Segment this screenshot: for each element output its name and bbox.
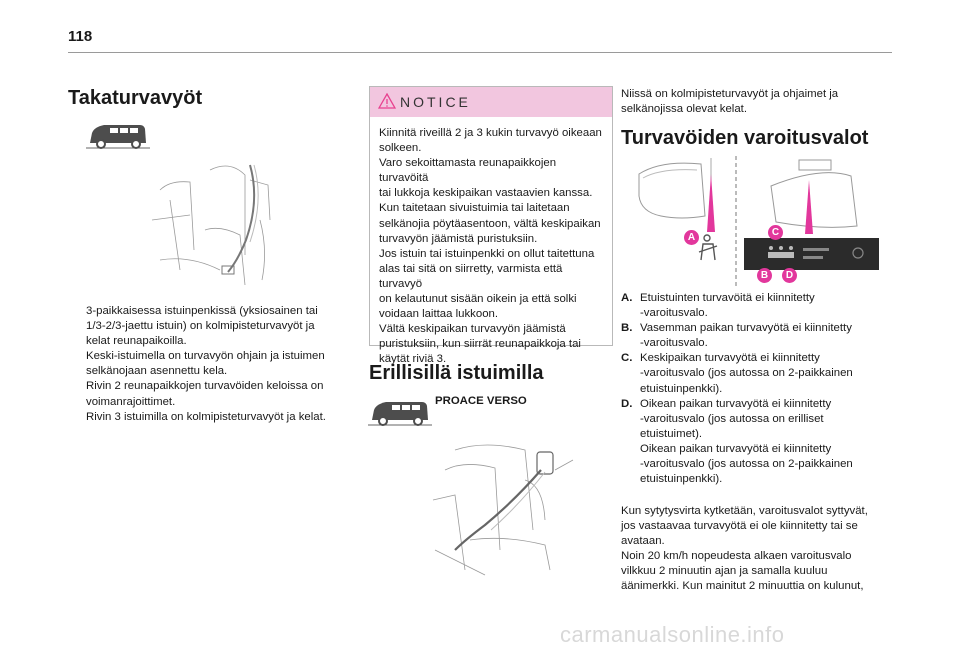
legend-line: etuistuimet).: [640, 427, 703, 440]
rear-seat-belt-illustration: [150, 160, 288, 295]
text-line: Rivin 2 reunapaikkojen turvavöiden keloissa on: [86, 380, 324, 393]
van-icon: [86, 117, 150, 151]
text-line: kelat reunapaikoilla.: [86, 335, 187, 348]
text-line: Noin 20 km/h nopeudesta alkaen varoitusvalo: [621, 550, 852, 563]
text-line: selkänojissa olevat kelat.: [621, 103, 747, 116]
callout-c: C: [768, 225, 783, 240]
right-intro: [621, 87, 891, 117]
legend-line: Vasemman paikan turvavyötä ei kiinnitetty: [640, 322, 852, 335]
legend-line: -varoitusvalo (jos autossa on 2-paikkainen: [640, 458, 853, 471]
notice-line: alas tai sitä on siirretty, varmista että turvavyö: [379, 262, 563, 290]
text-line: 3-paikkaisessa istuinpenkissä (yksiosainen tai: [86, 305, 318, 317]
section-title-warning-lights: Turvavöiden varoitusvalot: [621, 127, 869, 149]
notice-line: Jos istuin tai istuinpenkki on ollut taitettuna: [379, 247, 595, 260]
warning-lights-legend: [621, 291, 896, 487]
notice-line: käytät riviä 3.: [379, 353, 447, 366]
text-line: Kun sytytysvirta kytketään, varoitusvalot syttyvät,: [621, 505, 868, 517]
notice-title: NOTICE: [400, 94, 471, 110]
notice-line: Varo sekoittamasta reunapaikkojen turvavöitä: [379, 157, 557, 185]
text-line: Rivin 3 istuimilla on kolmipisteturvavyöt ja kelat.: [86, 410, 326, 423]
notice-line: tai lukkoja keskipaikan vastaavien kanssa.: [379, 187, 593, 200]
text-line: jos vastaavaa turvavyötä ei ole kiinnitetty tai se: [621, 520, 858, 533]
text-line: 1/3-2/3-jaettu istuin) on kolmipisteturvavyöt ja: [86, 320, 315, 333]
notice-line: voidaan laittaa lukkoon.: [379, 308, 499, 321]
legend-item-c: [621, 351, 896, 396]
header-rule: [68, 52, 892, 53]
text-line: voimanrajoittimet.: [86, 395, 176, 408]
legend-item-d: [621, 397, 896, 488]
text-line: Niissä on kolmipisteturvavyöt ja ohjaimet ja: [621, 88, 839, 100]
legend-line: etuistuinpenkki).: [640, 473, 723, 486]
notice-box: [369, 86, 613, 366]
section-title-rear-belts: Takaturvavyöt: [68, 87, 203, 109]
notice-line: Vältä keskipaikan turvavyön jäämistä: [379, 323, 566, 336]
legend-line: Oikean paikan turvavyötä ei kiinnitetty: [640, 442, 832, 455]
legend-line: -varoitusvalo (jos autossa on erilliset: [640, 412, 824, 425]
legend-line: -varoitusvalo.: [640, 337, 708, 350]
warning-lights-illustration: [621, 156, 883, 286]
text-line: avataan.: [621, 535, 665, 548]
callout-d: D: [782, 268, 797, 283]
notice-line: puristuksiin, kun siirrät reunapaikkoja tai: [379, 338, 581, 351]
van-icon: [368, 394, 432, 428]
legend-key: C.: [621, 352, 633, 365]
legend-key: D.: [621, 397, 633, 410]
notice-line: selkänojia pöytäasentoon, vältä keskipaikan: [379, 217, 601, 230]
legend-line: Keskipaikan turvavyötä ei kiinnitetty: [640, 352, 820, 365]
text-line: vilkkuu 2 minuutin ajan ja samalla kuuluu: [621, 565, 828, 578]
warning-icon: [378, 93, 396, 109]
separate-seat-belt-illustration: [425, 440, 575, 578]
legend-key: A.: [621, 292, 633, 304]
notice-line: turvavyön jäämistä puristuksiin.: [379, 232, 538, 245]
legend-line: Oikean paikan turvavyötä ei kiinnitetty: [640, 397, 832, 410]
text-line: selkänojaan asennettu kela.: [86, 365, 228, 378]
notice-body: [370, 117, 612, 368]
legend-line: -varoitusvalo (jos autossa on 2-paikkainen: [640, 367, 853, 380]
right-outro: [621, 504, 896, 595]
legend-line: Etuistuinten turvavöitä ei kiinnitetty: [640, 292, 815, 304]
legend-line: -varoitusvalo.: [640, 307, 708, 320]
text-line: äänimerkki. Kun mainitut 2 minuuttia on kulunut,: [621, 580, 864, 593]
rear-belts-text: [86, 304, 356, 425]
page-number: 118: [68, 28, 93, 45]
notice-line: Kun taitetaan sivuistuimia tai laitetaan: [379, 202, 570, 215]
watermark: carmanualsonline.info: [560, 622, 785, 647]
notice-line: solkeen.: [379, 142, 422, 155]
notice-line: Kiinnitä riveillä 2 ja 3 kukin turvavyö oikeaan: [379, 127, 602, 139]
vehicle-label: PROACE VERSO: [435, 395, 527, 407]
section-title-separate-seats: Erillisillä istuimilla: [369, 362, 544, 384]
legend-item-b: [621, 321, 896, 351]
notice-line: on kelautunut sisään oikein ja että solki: [379, 293, 577, 306]
legend-key: B.: [621, 322, 633, 335]
callout-b: B: [757, 268, 772, 283]
legend-item-a: [621, 291, 896, 321]
text-line: Keski-istuimella on turvavyön ohjain ja istuimen: [86, 350, 325, 363]
notice-header: [370, 87, 612, 117]
legend-line: etuistuinpenkki).: [640, 382, 723, 395]
callout-a: A: [684, 230, 699, 245]
